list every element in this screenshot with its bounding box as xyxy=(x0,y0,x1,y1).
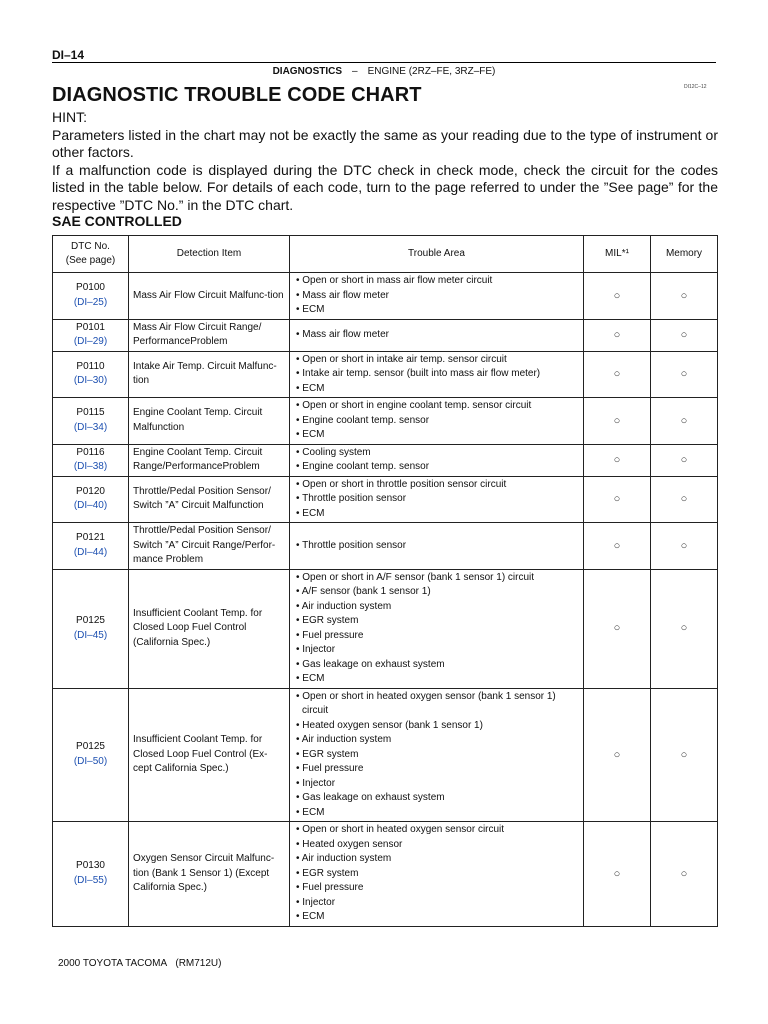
trouble-area-item: • Air induction system xyxy=(296,600,392,612)
trouble-area-item: • Heated oxygen sensor (bank 1 sensor 1) xyxy=(296,719,483,731)
memory-indicator: ○ xyxy=(651,569,718,688)
memory-indicator: ○ xyxy=(651,273,718,320)
section-separator: – xyxy=(352,66,358,77)
trouble-area-list xyxy=(294,571,579,687)
trouble-area-item: • Throttle position sensor xyxy=(296,493,407,504)
header-dtc-line2: (See page) xyxy=(65,255,116,266)
trouble-area-item: • Open or short in engine coolant temp. sensor circuit xyxy=(296,400,532,411)
see-page-link[interactable]: (DI–25) xyxy=(73,296,108,308)
dtc-cell xyxy=(53,319,129,351)
detection-item: Mass Air Flow Circuit Range/ PerformanceProblem xyxy=(129,319,290,351)
section-subheading: SAE CONTROLLED xyxy=(52,213,182,229)
detection-item: Mass Air Flow Circuit Malfunc-tion xyxy=(129,273,290,320)
dtc-cell xyxy=(53,444,129,476)
dtc-code: P0125 xyxy=(76,741,105,753)
header-trouble-area: Trouble Area xyxy=(290,236,584,273)
dtc-code: P0120 xyxy=(76,485,105,497)
dtc-cell xyxy=(53,273,129,320)
trouble-area-item: • ECM xyxy=(296,304,325,315)
table-row xyxy=(53,822,718,927)
trouble-area-list xyxy=(294,478,579,522)
dtc-code: P0116 xyxy=(76,446,105,458)
trouble-area-item: • Gas leakage on exhaust system xyxy=(296,658,445,670)
dtc-cell xyxy=(53,398,129,445)
detection-item: Throttle/Pedal Position Sensor/ Switch ”A” Circuit Malfunction xyxy=(129,476,290,523)
trouble-area xyxy=(290,351,584,398)
trouble-area-item: • Cooling system xyxy=(296,446,371,458)
trouble-area-item: • Engine coolant temp. sensor xyxy=(296,414,430,426)
trouble-area-item: • ECM xyxy=(296,429,325,440)
trouble-area-item: • EGR system xyxy=(296,748,359,760)
trouble-area-list xyxy=(294,274,579,318)
header-dtc-line1: DTC No. xyxy=(71,240,110,252)
section-title: DIAGNOSTICS xyxy=(272,66,343,77)
see-page-link[interactable]: (DI–30) xyxy=(73,375,108,387)
mil-indicator: ○ xyxy=(584,569,651,688)
dtc-cell xyxy=(53,822,129,927)
dtc-code: P0100 xyxy=(76,282,105,294)
trouble-area-item: • Fuel pressure xyxy=(296,882,364,893)
dtc-code: P0121 xyxy=(76,532,105,544)
header-detection-item: Detection Item xyxy=(129,236,290,273)
trouble-area-item: • Intake air temp. sensor (built into mass air flow meter) xyxy=(296,368,541,379)
detection-item: Intake Air Temp. Circuit Malfunc-tion xyxy=(129,351,290,398)
dtc-code: P0125 xyxy=(76,615,105,626)
trouble-area-item: • Injector xyxy=(296,644,336,655)
table-row xyxy=(53,319,718,351)
dtc-cell xyxy=(53,523,129,570)
trouble-area-list xyxy=(294,399,579,443)
trouble-area-item: • Mass air flow meter xyxy=(296,328,389,340)
trouble-area-item: • Open or short in A/F sensor (bank 1 sensor 1) circuit xyxy=(296,571,535,583)
mil-indicator: ○ xyxy=(584,444,651,476)
see-page-link[interactable]: (DI–50) xyxy=(73,755,108,767)
detection-item: Insufficient Coolant Temp. for Closed Loop Fuel Control (Ex-cept California Spec.) xyxy=(129,688,290,822)
detection-item: Engine Coolant Temp. Circuit Range/PerformanceProblem xyxy=(129,444,290,476)
trouble-area-list xyxy=(294,446,579,475)
table-row xyxy=(53,273,718,320)
trouble-area-item: • EGR system xyxy=(296,867,359,879)
footer-model: 2000 TOYOTA TACOMA xyxy=(58,958,167,969)
trouble-area-item: • Fuel pressure xyxy=(296,763,364,774)
detection-item: Insufficient Coolant Temp. for Closed Loop Fuel Control (California Spec.) xyxy=(129,569,290,688)
footer-manual-code: (RM712U) xyxy=(175,958,222,969)
page-number: DI–14 xyxy=(52,48,85,62)
trouble-area xyxy=(290,444,584,476)
table-header-row xyxy=(53,236,718,273)
table-row xyxy=(53,523,718,570)
trouble-area-item: • Throttle position sensor xyxy=(296,539,407,551)
trouble-area xyxy=(290,398,584,445)
trouble-area-item: • ECM xyxy=(296,806,325,818)
dtc-table-body xyxy=(53,273,718,927)
memory-indicator: ○ xyxy=(651,476,718,523)
trouble-area xyxy=(290,476,584,523)
trouble-area xyxy=(290,822,584,927)
dtc-cell xyxy=(53,569,129,688)
dtc-code: P0115 xyxy=(76,407,105,419)
see-page-link[interactable]: (DI–40) xyxy=(73,500,108,512)
trouble-area-item: • Mass air flow meter xyxy=(296,289,389,301)
detection-item: Oxygen Sensor Circuit Malfunc-tion (Bank 1 Sensor 1) (Except California Spec.) xyxy=(129,822,290,927)
dtc-code: P0101 xyxy=(76,321,105,333)
dtc-cell xyxy=(53,351,129,398)
hint-block xyxy=(52,109,718,215)
trouble-area-list xyxy=(294,353,579,397)
trouble-area-item: • Open or short in heated oxygen sensor (bank 1 sensor 1) circuit xyxy=(296,690,556,716)
page-title: DIAGNOSTIC TROUBLE CODE CHART xyxy=(52,84,422,106)
trouble-area-list xyxy=(294,823,579,925)
hint-paragraph-2: If a malfunction code is displayed during the DTC check in check mode, check the circuit for the codes listed in the table below. For details of each code, turn to the page referred to under the ”See page” for the respective ”DTC No.” in the DTC chart. xyxy=(52,161,718,213)
trouble-area-item: • Air induction system xyxy=(296,734,392,745)
detection-item: Engine Coolant Temp. Circuit Malfunction xyxy=(129,398,290,445)
table-row xyxy=(53,476,718,523)
trouble-area-item: • A/F sensor (bank 1 sensor 1) xyxy=(296,586,431,597)
hint-paragraph-1: Parameters listed in the chart may not be exactly the same as your reading due to the type of instrument or other factors. xyxy=(52,126,718,161)
trouble-area-item: • Gas leakage on exhaust system xyxy=(296,792,445,803)
memory-indicator: ○ xyxy=(651,688,718,822)
see-page-link[interactable]: (DI–38) xyxy=(73,461,108,472)
trouble-area-item: • ECM xyxy=(296,911,325,922)
reference-code: DI12C–12 xyxy=(684,84,707,90)
mil-indicator: ○ xyxy=(584,398,651,445)
detection-item: Throttle/Pedal Position Sensor/ Switch ”A” Circuit Range/Perfor-mance Problem xyxy=(129,523,290,570)
header-rule xyxy=(52,62,716,63)
memory-indicator: ○ xyxy=(651,319,718,351)
memory-indicator: ○ xyxy=(651,398,718,445)
trouble-area-list xyxy=(294,328,579,343)
table-row xyxy=(53,351,718,398)
page-footer xyxy=(58,958,221,969)
table-row xyxy=(53,398,718,445)
memory-indicator: ○ xyxy=(651,822,718,927)
see-page-link[interactable]: (DI–29) xyxy=(73,336,108,347)
trouble-area xyxy=(290,273,584,320)
dtc-code: P0110 xyxy=(76,360,105,372)
trouble-area-item: • Open or short in throttle position sensor circuit xyxy=(296,478,507,490)
subsection-title: ENGINE (2RZ–FE, 3RZ–FE) xyxy=(367,66,496,77)
see-page-link[interactable]: (DI–44) xyxy=(73,546,108,558)
trouble-area-item: • EGR system xyxy=(296,615,359,626)
trouble-area-item: • ECM xyxy=(296,382,325,394)
mil-indicator: ○ xyxy=(584,523,651,570)
mil-indicator: ○ xyxy=(584,688,651,822)
trouble-area-item: • Heated oxygen sensor xyxy=(296,838,403,850)
header-memory: Memory xyxy=(651,236,718,273)
mil-indicator: ○ xyxy=(584,273,651,320)
trouble-area-item: • Injector xyxy=(296,777,336,789)
see-page-link[interactable]: (DI–45) xyxy=(73,629,108,641)
trouble-area-list xyxy=(294,690,579,821)
memory-indicator: ○ xyxy=(651,523,718,570)
dtc-code: P0130 xyxy=(76,860,105,872)
trouble-area-item: • Open or short in heated oxygen sensor circuit xyxy=(296,824,505,835)
see-page-link[interactable]: (DI–55) xyxy=(73,874,108,886)
table-row xyxy=(53,444,718,476)
mil-indicator: ○ xyxy=(584,319,651,351)
dtc-table xyxy=(52,235,718,927)
trouble-area-item: • Injector xyxy=(296,896,336,908)
trouble-area xyxy=(290,688,584,822)
table-row xyxy=(53,569,718,688)
header-dtc-no xyxy=(53,236,129,273)
trouble-area-item: • Engine coolant temp. sensor xyxy=(296,461,430,472)
mil-indicator: ○ xyxy=(584,351,651,398)
trouble-area xyxy=(290,569,584,688)
dtc-cell xyxy=(53,688,129,822)
trouble-area xyxy=(290,523,584,570)
memory-indicator: ○ xyxy=(651,444,718,476)
trouble-area-item: • Open or short in intake air temp. sensor circuit xyxy=(296,353,507,365)
hint-label: HINT: xyxy=(52,109,87,125)
trouble-area xyxy=(290,319,584,351)
see-page-link[interactable]: (DI–34) xyxy=(73,421,108,433)
trouble-area-item: • ECM xyxy=(296,673,325,684)
trouble-area-item: • ECM xyxy=(296,507,325,519)
header-mil: MIL*¹ xyxy=(584,236,651,273)
mil-indicator: ○ xyxy=(584,822,651,927)
trouble-area-item: • Air induction system xyxy=(296,853,392,864)
mil-indicator: ○ xyxy=(584,476,651,523)
memory-indicator: ○ xyxy=(651,351,718,398)
table-row xyxy=(53,688,718,822)
trouble-area-list xyxy=(294,539,579,554)
trouble-area-item: • Open or short in mass air flow meter circuit xyxy=(296,275,493,286)
trouble-area-item: • Fuel pressure xyxy=(296,629,364,641)
dtc-cell xyxy=(53,476,129,523)
section-header xyxy=(52,66,716,77)
